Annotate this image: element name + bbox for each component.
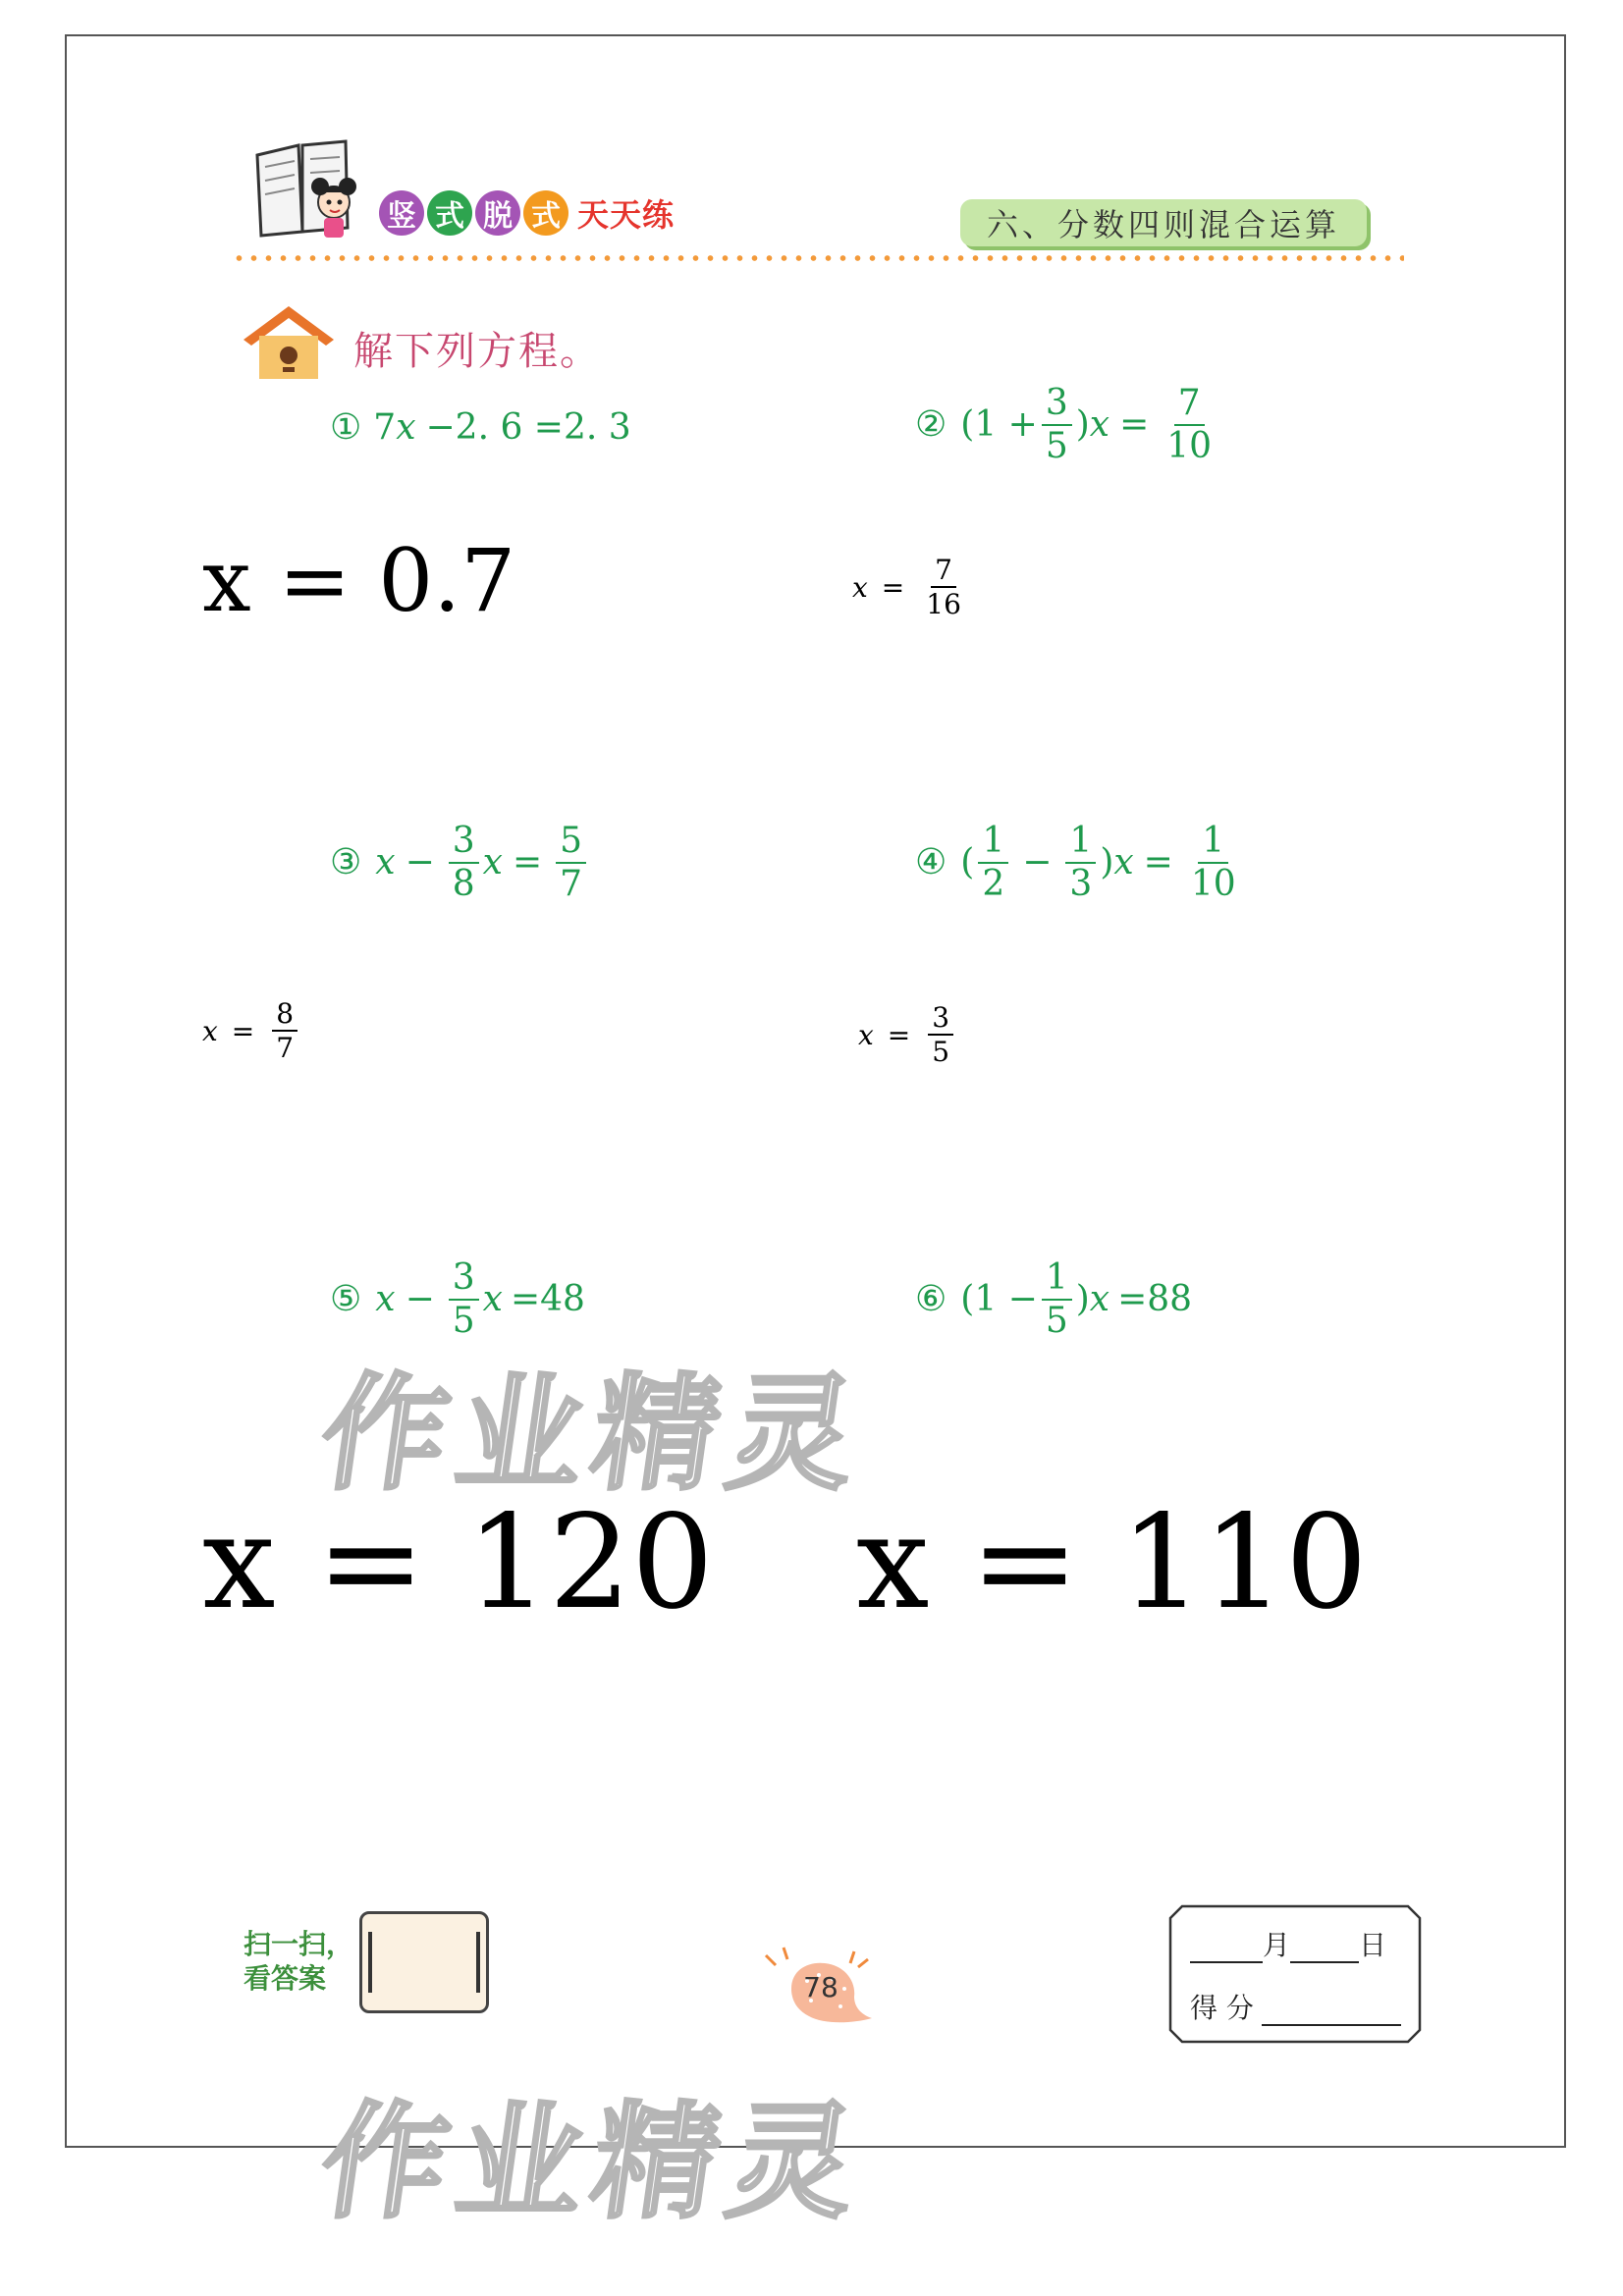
date-line: 月 日 bbox=[1190, 1924, 1386, 1963]
fraction: $\frac{3}{8}$ bbox=[449, 823, 479, 903]
equation-2: ② (1 + $\frac{3}{5}$ ) x = $\frac{7}{10}$ bbox=[915, 385, 1219, 465]
watermark-top: 作业精灵 bbox=[311, 1362, 875, 1508]
equation-5-label: ⑤ bbox=[330, 1279, 362, 1320]
score-blank[interactable] bbox=[1262, 1995, 1401, 2026]
fraction: $\frac{3}{5}$ bbox=[449, 1259, 479, 1340]
watermark-bottom: 作业精灵 bbox=[311, 2090, 875, 2236]
series-title bbox=[379, 190, 675, 236]
answer-4: x = $\frac{3}{5}$ bbox=[858, 1003, 957, 1067]
answer-1: x = 0.7 bbox=[202, 530, 516, 631]
equation-4: ④ ( $\frac{1}{2}$ − $\frac{1}{3}$ ) x = $\frac{1}{10}$ bbox=[915, 823, 1244, 903]
equation-6-label: ⑥ bbox=[915, 1279, 947, 1320]
equation-1-label: ① bbox=[330, 407, 362, 448]
answer-5: x = 120 bbox=[202, 1487, 714, 1638]
series-char-2: 式 bbox=[427, 190, 472, 236]
fraction: $\frac{1}{3}$ bbox=[1065, 823, 1096, 903]
answer-6: x = 110 bbox=[856, 1487, 1368, 1638]
birdhouse-icon bbox=[240, 302, 338, 383]
equation-6: ⑥ (1 − $\frac{1}{5}$ ) x =88 bbox=[915, 1257, 1193, 1341]
dotted-divider bbox=[232, 253, 1404, 263]
equation-3: ③ x − $\frac{3}{8}$ x = $\frac{5}{7}$ bbox=[330, 823, 590, 903]
fraction: $\frac{5}{7}$ bbox=[556, 823, 586, 903]
page-number: 78 bbox=[803, 1971, 839, 2003]
month-blank[interactable] bbox=[1190, 1932, 1263, 1963]
score-line: 得 分 bbox=[1190, 1987, 1401, 2026]
series-char-4: 式 bbox=[523, 190, 568, 236]
series-tail: 天天练 bbox=[577, 196, 676, 234]
equation-3-label: ③ bbox=[330, 842, 362, 883]
day-blank[interactable] bbox=[1290, 1932, 1359, 1963]
series-char-1: 竖 bbox=[379, 190, 424, 236]
chapter-tab: 六、分数四则混合运算 bbox=[960, 199, 1367, 246]
equation-2-label: ② bbox=[915, 404, 947, 446]
instruction: 解下列方程。 bbox=[353, 329, 601, 374]
answer-3: x = $\frac{8}{7}$ bbox=[202, 999, 301, 1063]
fraction: $\frac{1}{10}$ bbox=[1190, 821, 1236, 904]
equation-4-label: ④ bbox=[915, 842, 947, 883]
fraction: $\frac{7}{10}$ bbox=[1166, 383, 1213, 466]
series-char-3: 脱 bbox=[475, 190, 520, 236]
answer-2: x = $\frac{7}{16}$ bbox=[852, 554, 961, 621]
scan-prompt: 扫一扫， 看答案 bbox=[243, 1928, 354, 1995]
fraction: $\frac{1}{2}$ bbox=[978, 823, 1008, 903]
fraction: $\frac{3}{5}$ bbox=[1042, 385, 1072, 465]
fraction: $\frac{1}{5}$ bbox=[1042, 1259, 1072, 1340]
equation-1: ① 7 x −2. 6 =2. 3 bbox=[330, 407, 631, 448]
equation-5: ⑤ x − $\frac{3}{5}$ x =48 bbox=[330, 1257, 585, 1341]
qr-code-box[interactable] bbox=[359, 1911, 489, 2013]
book-girl-icon bbox=[251, 137, 361, 243]
